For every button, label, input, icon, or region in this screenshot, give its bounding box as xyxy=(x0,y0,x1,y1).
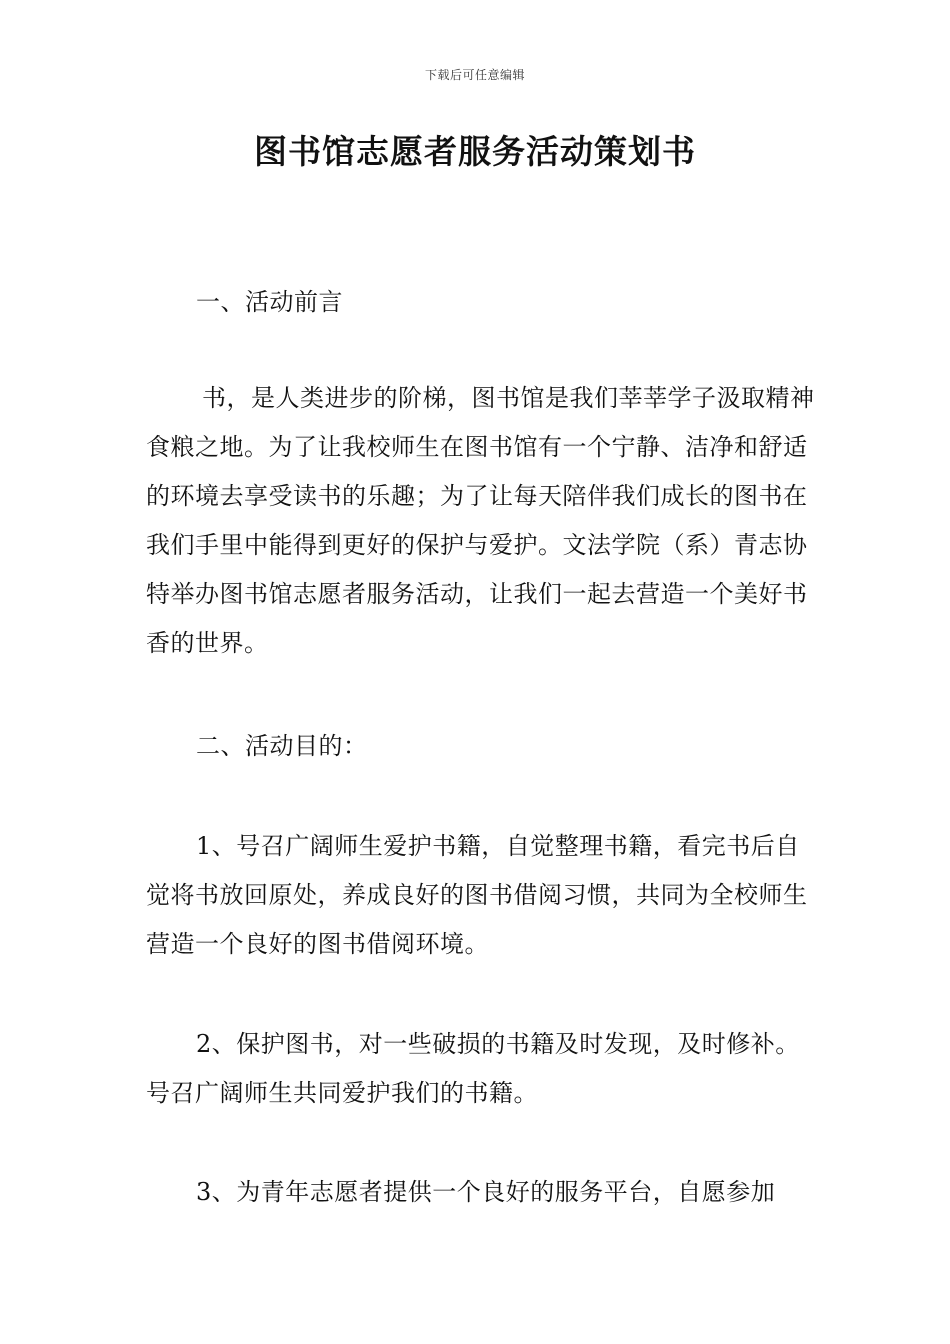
header-note: 下载后可任意编辑 xyxy=(424,68,525,82)
section-heading-preface: 一、活动前言 xyxy=(196,288,343,316)
intro-paragraph: 书，是人类进步的阶梯，图书馆是我们莘莘学子汲取精神食粮之地。为了让我校师生在图书馆有一个宁静、洁净和舒适的环境去享受读书的乐趣；为了让每天陪伴我们成长的图书在我们手里中能得到更好的保护与爱护。文法学院（系）青志协特举办图书馆志愿者服务活动，让我们一起去营造一个美好书香的世界。 xyxy=(146,384,815,657)
purpose-item-1: 1、号召广阔师生爱护书籍，自觉整理书籍，看完书后自觉将书放回原处，养成良好的图书借阅习惯，共同为全校师生营造一个良好的图书借阅环境。 xyxy=(146,832,808,958)
purpose-item-2: 2、保护图书，对一些破损的书籍及时发现，及时修补。号召广阔师生共同爱护我们的书籍。 xyxy=(146,1030,800,1107)
purpose-item-3: 3、为青年志愿者提供一个良好的服务平台，自愿参加 xyxy=(196,1178,776,1206)
section-heading-purpose: 二、活动目的： xyxy=(196,732,368,760)
document-title: 图书馆志愿者服务活动策划书 xyxy=(254,132,696,171)
